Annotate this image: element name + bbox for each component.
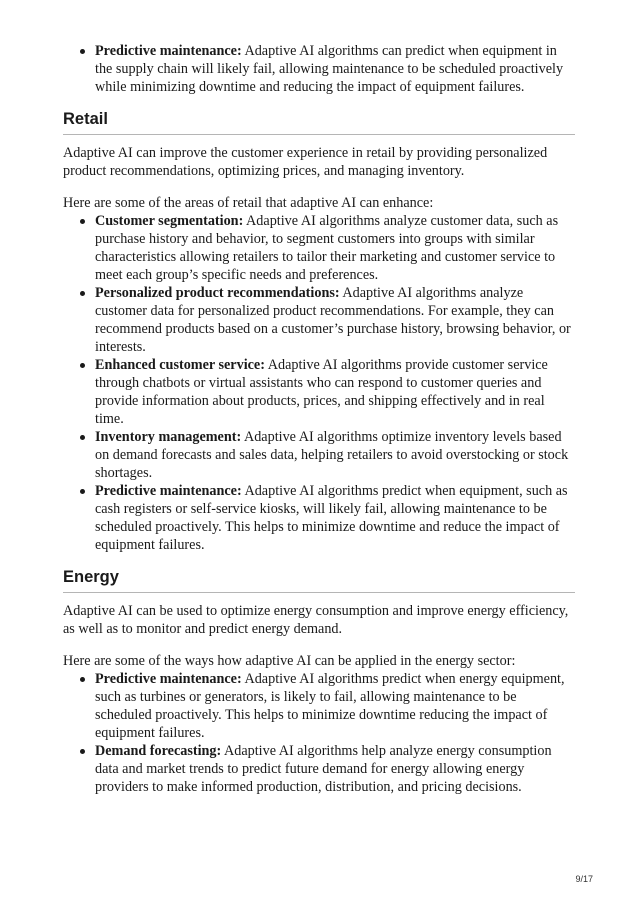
list-item-text: Adaptive AI algorithms predict when equipment, such as cash registers or self-service kiosks, will likely fail, allowing maintenance to be scheduled proactively. This helps to minimize downtime and reduce the impact of equipment failures. [95, 483, 568, 553]
list-item-text: Adaptive AI algorithms analyze customer data, such as purchase history and behavior, to segment customers into groups with similar characteristics allowing retailers to tailor their marketing and customer service to meet each group’s specific needs and preferences. [95, 213, 559, 283]
list-item-text: Adaptive AI algorithms can predict when equipment in the supply chain will likely fail, allowing maintenance to be scheduled proactively while minimizing downtime and reducing the impact of equipment failures. [95, 43, 564, 95]
page-number: 9/17 [575, 874, 593, 884]
list-item-term: Predictive maintenance: [95, 43, 242, 59]
list-item [95, 742, 575, 796]
energy-list [63, 670, 575, 796]
list-item-term: Enhanced customer service: [95, 357, 265, 373]
document-page [63, 42, 575, 796]
list-item [95, 670, 575, 742]
list-item-term: Customer segmentation: [95, 213, 244, 229]
list-item [95, 212, 575, 284]
list-item-text: Adaptive AI algorithms optimize inventory levels based on demand forecasts and sales data, helping retailers to avoid overstocking or stock shortages. [95, 429, 569, 481]
supply-chain-list [63, 42, 575, 96]
list-item-text: Adaptive AI algorithms predict when energy equipment, such as turbines or generators, is likely to fail, allowing maintenance to be scheduled proactively. This helps to minimize downtime reducing the impact of equipment failures. [95, 671, 565, 741]
list-item-text: Adaptive AI algorithms provide customer service through chatbots or virtual assistants who can respond to customer queries and provide information about products, prices, and shipping effectively and in real time. [95, 357, 548, 427]
retail-list [63, 212, 575, 554]
section-heading-energy: Energy [63, 568, 575, 593]
section-heading-retail: Retail [63, 110, 575, 135]
list-item [95, 428, 575, 482]
list-item-text: Adaptive AI algorithms analyze customer data for personalized product recommendations. For example, they can recommend products based on a customer’s purchase history, browsing behavior, or interests. [95, 285, 571, 355]
list-item-term: Personalized product recommendations: [95, 285, 340, 301]
list-item [95, 356, 575, 428]
energy-lead: Here are some of the ways how adaptive AI can be applied in the energy sector: [63, 653, 516, 669]
list-item [95, 42, 575, 96]
retail-intro: Adaptive AI can improve the customer experience in retail by providing personalized product recommendations, optimizing prices, and managing inventory. [63, 145, 548, 179]
energy-intro: Adaptive AI can be used to optimize energy consumption and improve energy efficiency, as well as to monitor and predict energy demand. [63, 603, 569, 637]
list-item-term: Inventory management: [95, 429, 242, 445]
list-item [95, 284, 575, 356]
list-item-term: Predictive maintenance: [95, 483, 242, 499]
list-item-term: Demand forecasting: [95, 743, 222, 759]
list-item-text: Adaptive AI algorithms help analyze energy consumption data and market trends to predict future demand for energy allowing energy providers to make informed production, distribution, and pricing decisions. [95, 743, 552, 795]
retail-lead: Here are some of the areas of retail that adaptive AI can enhance: [63, 195, 434, 211]
list-item [95, 482, 575, 554]
list-item-term: Predictive maintenance: [95, 671, 242, 687]
